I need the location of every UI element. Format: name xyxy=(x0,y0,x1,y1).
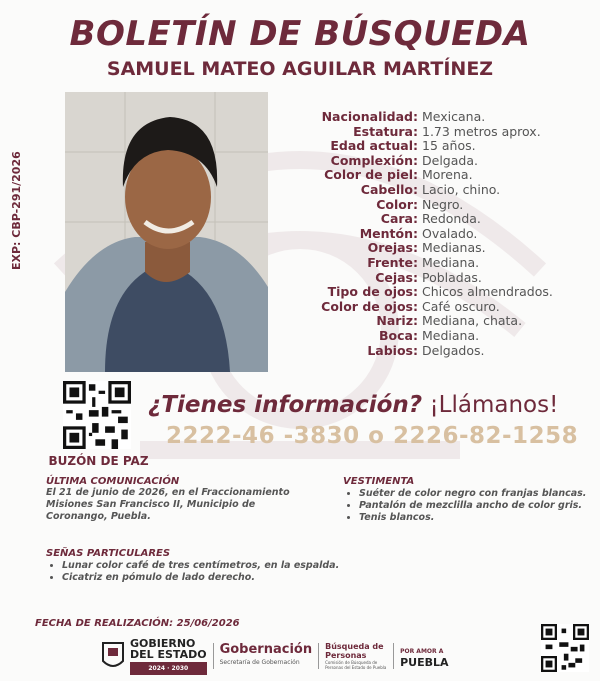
detail-value: Mediana. xyxy=(422,327,480,343)
distinguishing-marks xyxy=(46,548,376,584)
call-text: ¡Llámanos! xyxy=(429,392,559,418)
detail-label: Cara: xyxy=(380,211,418,227)
last-communication-heading: ÚLTIMA COMUNICACIÓN xyxy=(46,476,180,487)
list-item: • Tenis blancos. xyxy=(359,512,593,524)
divider xyxy=(393,643,394,669)
missing-person-name: SAMUEL MATEO AGUILAR MARTÍNEZ xyxy=(106,58,494,80)
qr-code-small-icon[interactable] xyxy=(541,624,589,672)
detail-label: Labios: xyxy=(367,342,418,358)
divider xyxy=(318,643,319,669)
puebla-logo: POR AMOR A PUEBLA xyxy=(400,648,449,669)
clothing-list xyxy=(343,488,593,524)
detail-value: Chicos almendrados. xyxy=(422,284,553,300)
clothing xyxy=(343,476,593,524)
busqueda-logo: Búsqueda de Personas Comisión de Búsqueda de Personas del Estado de Puebla xyxy=(325,642,387,670)
detail-row xyxy=(270,285,600,300)
detail-row xyxy=(270,183,600,198)
detail-value: Mexicana. xyxy=(422,109,486,124)
distinguishing-marks-list xyxy=(46,560,376,584)
last-communication xyxy=(46,476,306,523)
detail-row xyxy=(270,314,600,329)
detail-row xyxy=(270,227,600,242)
detail-row xyxy=(270,344,600,359)
detail-label: Orejas: xyxy=(367,240,418,256)
detail-value: Delgada. xyxy=(422,152,478,168)
detail-value: Negro. xyxy=(422,196,464,212)
detail-label: Nacionalidad: xyxy=(321,109,418,124)
bulletin-title: BOLETÍN DE BÚSQUEDA xyxy=(69,14,531,54)
buzon-de-paz-label: BUZÓN DE PAZ xyxy=(48,454,149,468)
detail-row xyxy=(270,241,600,256)
detail-value: 1.73 metros aprox. xyxy=(422,123,541,139)
file-number: EXP: CBP-291/2026 xyxy=(10,151,23,270)
list-item: • Lunar color café de tres centímetros, en la espalda. xyxy=(62,560,376,572)
detail-label: Tipo de ojos: xyxy=(327,284,418,300)
phone-numbers[interactable]: 2222-46 -3830 o 2226-82-1258 xyxy=(166,423,579,449)
detail-value: 15 años. xyxy=(422,138,476,154)
last-communication-text: El 21 de junio de 2026, en el Fraccionamiento Misiones San Francisco II, Municipio de Coronango, Puebla. xyxy=(46,487,290,522)
detail-value: Medianas. xyxy=(422,240,486,256)
detail-row xyxy=(270,110,600,125)
detail-label: Color: xyxy=(376,196,418,212)
detail-value: Pobladas. xyxy=(422,269,482,285)
detail-label: Frente: xyxy=(367,254,418,270)
gobierno-logo: GOBIERNO DEL ESTADO 2024 · 2030 xyxy=(130,638,207,675)
list-item: • Suéter de color negro con franjas blancas. xyxy=(359,488,593,500)
detail-value: Mediana, chata. xyxy=(422,313,523,329)
detail-value: Lacio, chino. xyxy=(422,181,501,197)
detail-label: Boca: xyxy=(379,327,418,343)
detail-value: Café oscuro. xyxy=(422,298,500,314)
detail-row xyxy=(270,329,600,344)
detail-value: Redonda. xyxy=(422,211,481,227)
detail-label: Cabello: xyxy=(360,181,418,197)
detail-label: Estatura: xyxy=(353,123,418,139)
detail-row xyxy=(270,300,600,315)
detail-value: Delgados. xyxy=(422,342,485,358)
detail-row xyxy=(270,212,600,227)
detail-value: Ovalado. xyxy=(422,225,478,241)
detail-row xyxy=(270,139,600,154)
person-photo xyxy=(65,92,268,372)
qr-code-icon[interactable] xyxy=(63,381,131,449)
detail-row xyxy=(270,271,600,286)
detail-row xyxy=(270,256,600,271)
list-item: • Cicatriz en pómulo de lado derecho. xyxy=(62,572,376,584)
detail-label: Edad actual: xyxy=(330,138,418,154)
detail-row xyxy=(270,154,600,169)
detail-label: Color de piel: xyxy=(324,167,418,183)
gobernacion-logo: Gobernación Secretaría de Gobernación xyxy=(219,642,313,666)
divider xyxy=(213,643,214,669)
footer-logos xyxy=(100,636,460,676)
detail-label: Nariz: xyxy=(376,313,418,329)
detail-value: Mediana. xyxy=(422,254,480,270)
question-text: ¿Tienes información? xyxy=(148,392,423,418)
distinguishing-marks-heading: SEÑAS PARTICULARES xyxy=(46,548,171,559)
detail-label: Cejas: xyxy=(375,269,418,285)
state-seal-icon xyxy=(100,639,126,673)
detail-row xyxy=(270,125,600,140)
clothing-heading: VESTIMENTA xyxy=(343,476,415,487)
list-item: • Pantalón de mezclilla ancho de color gris. xyxy=(359,500,593,512)
detail-label: Complexión: xyxy=(330,152,418,168)
detail-row xyxy=(270,168,600,183)
creation-date: FECHA DE REALIZACIÓN: 25/06/2026 xyxy=(35,618,240,629)
detail-row xyxy=(270,198,600,213)
detail-label: Mentón: xyxy=(359,225,418,241)
info-prompt xyxy=(148,392,558,418)
physical-details xyxy=(270,110,600,358)
detail-label: Color de ojos: xyxy=(321,298,418,314)
detail-value: Morena. xyxy=(422,167,473,183)
